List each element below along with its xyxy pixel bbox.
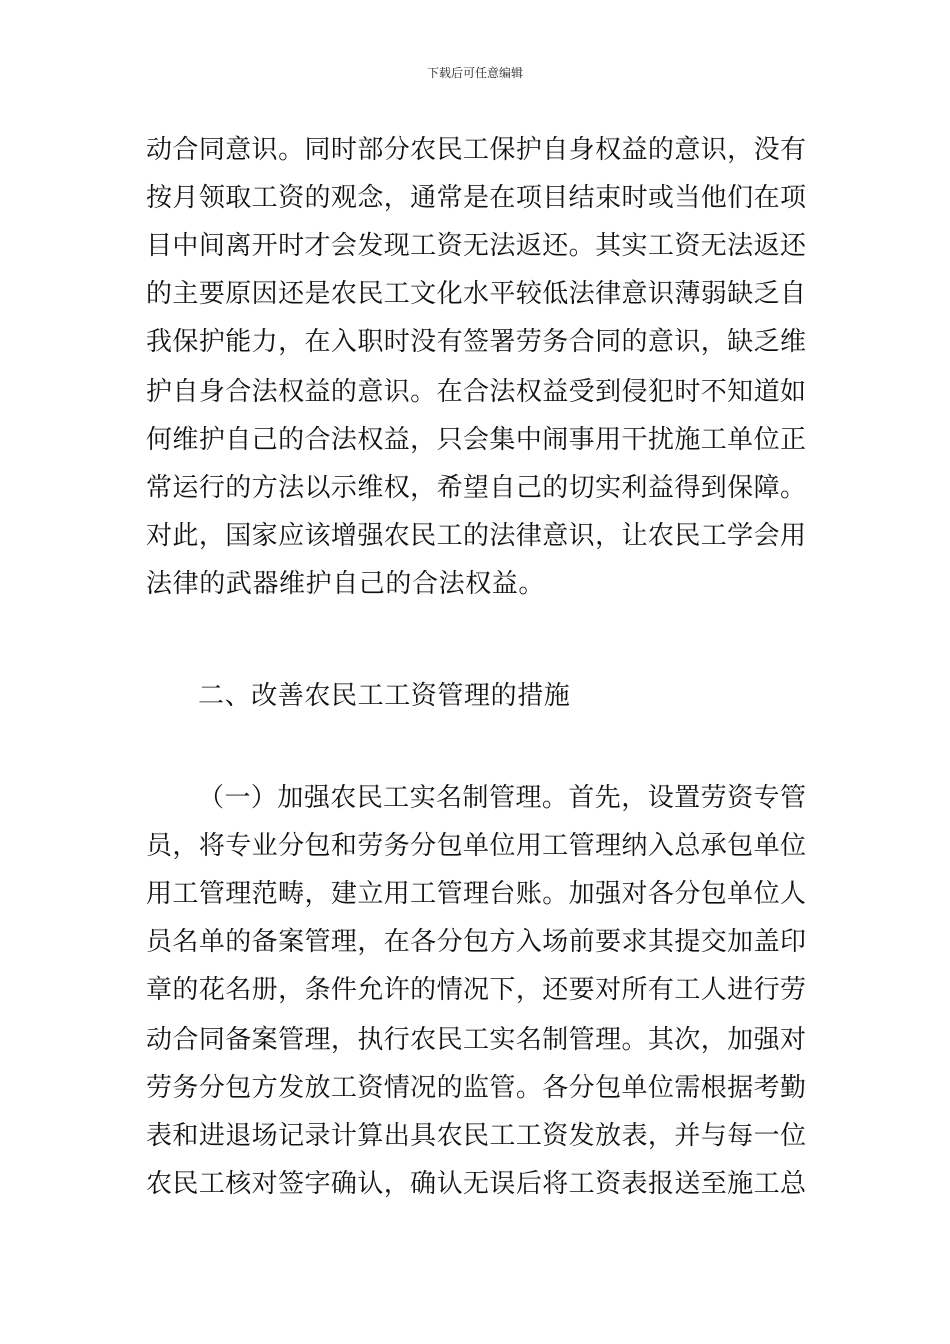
body-line: 何维护自己的合法权益，只会集中闹事用干扰施工单位正 [146,425,806,455]
body-line: 护自身合法权益的意识。在合法权益受到侵犯时不知道如 [146,377,806,407]
body-line: 动合同备案管理，执行农民工实名制管理。其次，加强对 [146,1025,806,1055]
body-line: 章的花名册，条件允许的情况下，还要对所有工人进行劳 [146,975,806,1005]
body-line: （一）加强农民工实名制管理。首先，设置劳资专管 [198,783,806,813]
body-line: 员名单的备案管理，在各分包方入场前要求其提交加盖印 [146,927,806,957]
body-line: 按月领取工资的观念，通常是在项目结束时或当他们在项 [146,183,806,213]
body-line: 农民工核对签字确认，确认无误后将工资表报送至施工总 [146,1169,806,1199]
body-line: 动合同意识。同时部分农民工保护自身权益的意识，没有 [146,135,806,165]
body-line: 常运行的方法以示维权，希望自己的切实利益得到保障。 [146,473,806,503]
body-line: 劳务分包方发放工资情况的监管。各分包单位需根据考勤 [146,1073,806,1103]
body-line: 的主要原因还是农民工文化水平较低法律意识薄弱缺乏自 [146,279,806,309]
body-line: 表和进退场记录计算出具农民工工资发放表，并与每一位 [146,1121,806,1151]
page-header: 下载后可任意编辑 [426,66,523,80]
body-line: 法律的武器维护自己的合法权益。 [146,569,546,599]
body-line: 我保护能力，在入职时没有签署劳务合同的意识，缺乏维 [146,327,806,357]
body-line: 员，将专业分包和劳务分包单位用工管理纳入总承包单位 [146,831,806,861]
body-line: 用工管理范畴，建立用工管理台账。加强对各分包单位人 [146,879,806,909]
section-heading: 二、改善农民工工资管理的措施 [198,681,571,711]
body-line: 目中间离开时才会发现工资无法返还。其实工资无法返还 [146,231,806,261]
body-line: 对此，国家应该增强农民工的法律意识，让农民工学会用 [146,521,806,551]
